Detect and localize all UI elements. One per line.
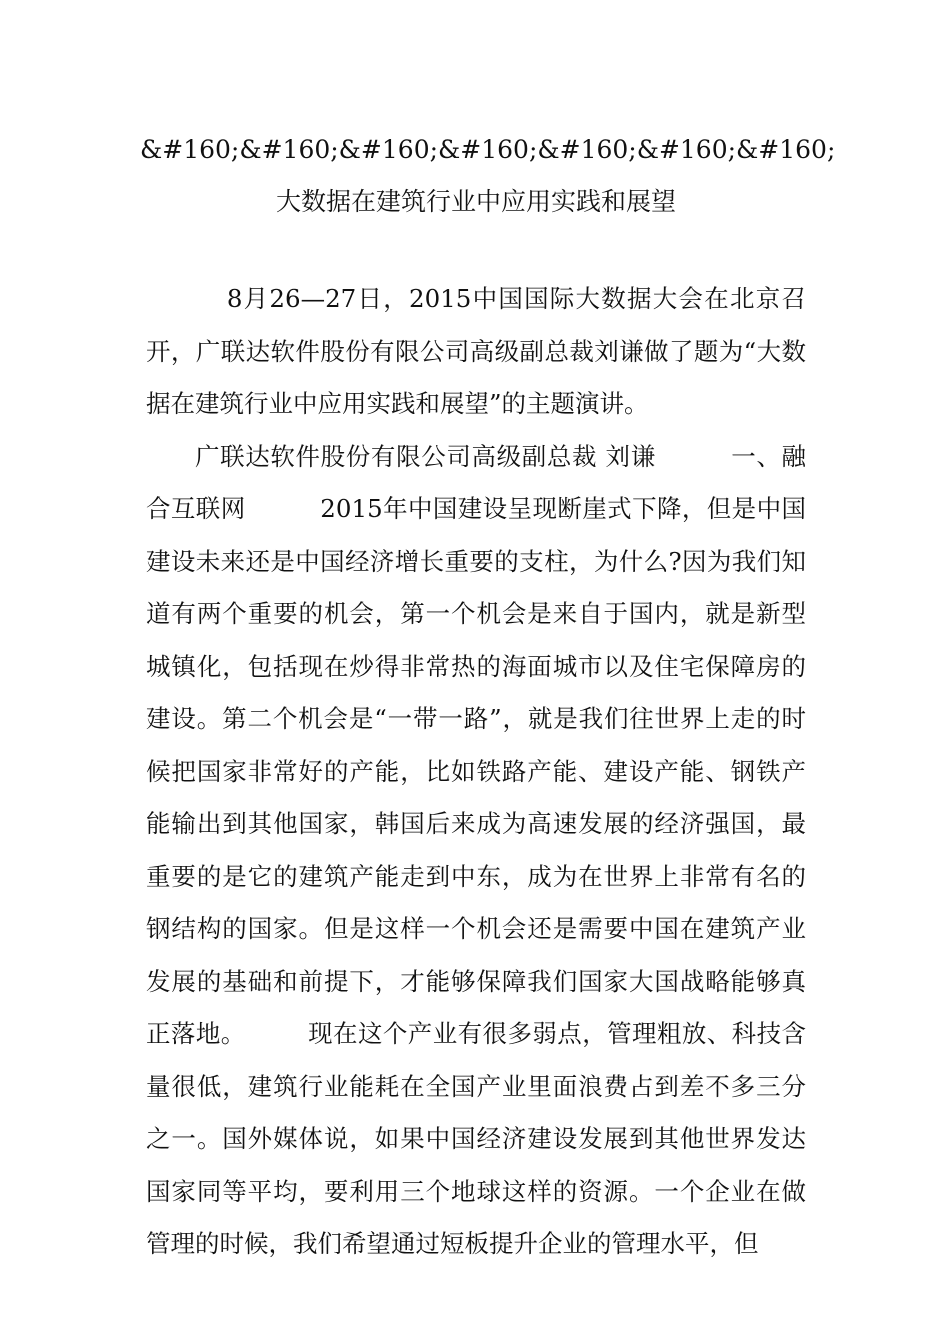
document-title: &#160;&#160;&#160;&#160;&#160;&#160;&#160; 大数据在建筑行业中应用实践和展望 [140,135,836,216]
body-paragraph-2: 广联达软件股份有限公司高级副总裁 刘谦 一、融合互联网 2015年中国建设呈现断崖式下降，但是中国建设未来还是中国经济增长重要的支柱，为什么?因为我们知道有两个重要的机会，第一个机会是来自于国内，就是新型城镇化，包括现在炒得非常热的海面城市以及住宅保障房的建设。第二个机会是“一带一路”，就是我们往世界上走的时候把国家非常好的产能，比如铁路产能、建设产能、钢铁产能输出到其他国家，韩国后来成为高速发展的经济强国，最重要的是它的建筑产能走到中东，成为在世界上非常有名的钢结构的国家。但是这样一个机会还是需要中国在建筑产业发展的基础和前提下，才能够保障我们国家大国战略能够真正落地。 现在这个产业有很多弱点，管理粗放、科技含量很低，建筑行业能耗在全国产业里面浪费占到差不多三分之一。国外媒体说，如果中国经济建设发展到其他世界发达国家同等平均，要利用三个地球这样的资源。一个企业在做管理的时候，我们希望通过短板提升企业的管理水平，但 [146,441,806,1258]
body-paragraph-1: 8月26—27日，2015中国国际大数据大会在北京召开，广联达软件股份有限公司高级副总裁刘谦做了题为“大数据在建筑行业中应用实践和展望”的主题演讲。 [146,284,806,418]
document-body [146,273,806,1271]
